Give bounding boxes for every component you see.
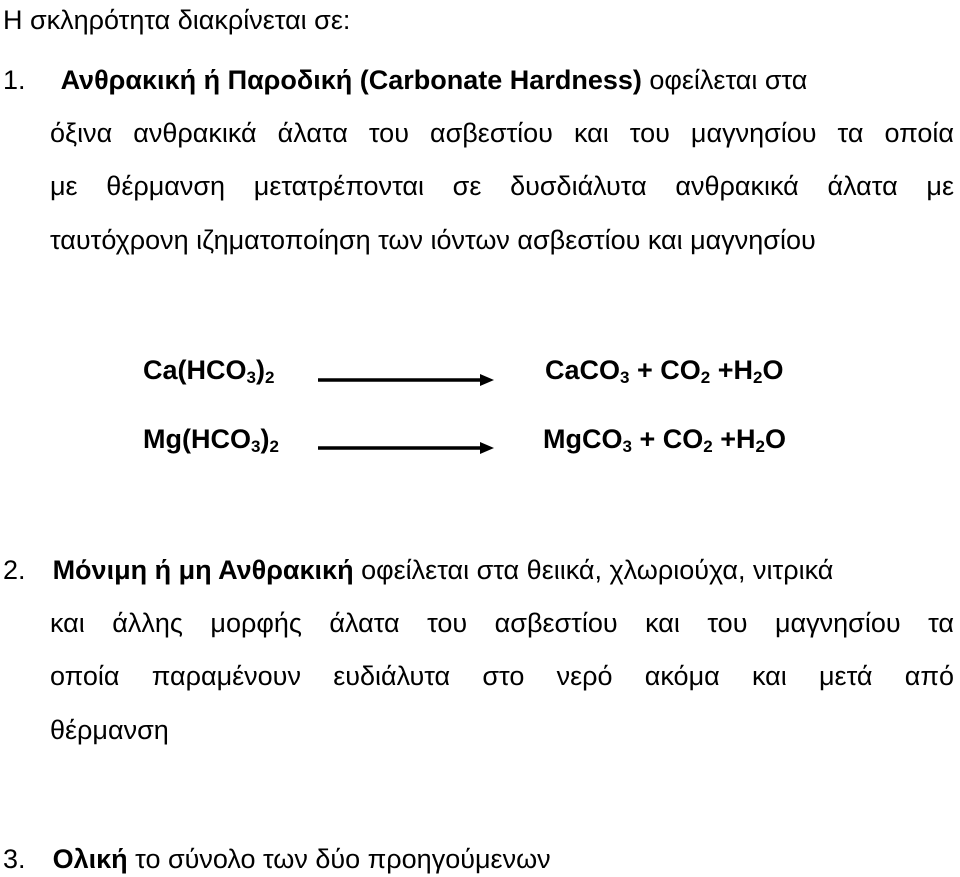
item2-line2: και άλλης μορφής άλατα του ασβεστίου και του μαγνησίου τα <box>50 608 954 638</box>
item3-rest: το σύνολο των δύο προηγούμενων <box>135 844 551 874</box>
item3-line <box>3 841 960 877</box>
item1-line3: με θέρμανση μετατρέπονται σε δυσδιάλυτα ανθρακικά άλατα με <box>50 171 954 201</box>
item2-line4: θέρμανση <box>50 715 169 745</box>
item2-line1-rest: οφείλεται στα θειικά, χλωριούχα, νιτρικά <box>361 555 834 585</box>
reaction2-reactant: $Mg(HCO_3)_2$ <box>143 424 279 456</box>
intro-text: Η σκληρότητα διακρίνεται σε: <box>3 5 351 35</box>
item1-line2: όξινα ανθρακικά άλατα του ασβεστίου και του μαγνησίου τα οποία <box>50 118 954 148</box>
reaction2-products: MgCO$_3$ + $CO_2 +H_2O$ <box>543 424 786 456</box>
item1-heading: Ανθρακική ή Παροδική (Carbonate Hardness) <box>60 65 642 95</box>
item1-line1 <box>3 62 960 98</box>
reaction1-products: CaCO$_3$ + $CO_2 +H_2O$ <box>545 355 784 387</box>
item3-number: 3. <box>3 844 26 874</box>
reaction1-reactant: $Ca(HCO_3)_2$ <box>143 355 275 387</box>
item2-line1 <box>3 552 960 588</box>
item1-number: 1. <box>3 65 26 95</box>
item2-heading: Μόνιμη ή μη Ανθρακική <box>52 555 354 585</box>
item1-line1-rest: οφείλεται στα <box>649 65 808 95</box>
item2-line3: οποία παραμένουν ευδιάλυτα στο νερό ακόμα και μετά από <box>50 661 954 691</box>
item1-line4: ταυτόχρονη ιζηματοποίηση των ιόντων ασβεστίου και μαγνησίου <box>50 225 816 255</box>
item2-number: 2. <box>3 555 26 585</box>
item3-heading: Ολική <box>52 844 128 874</box>
